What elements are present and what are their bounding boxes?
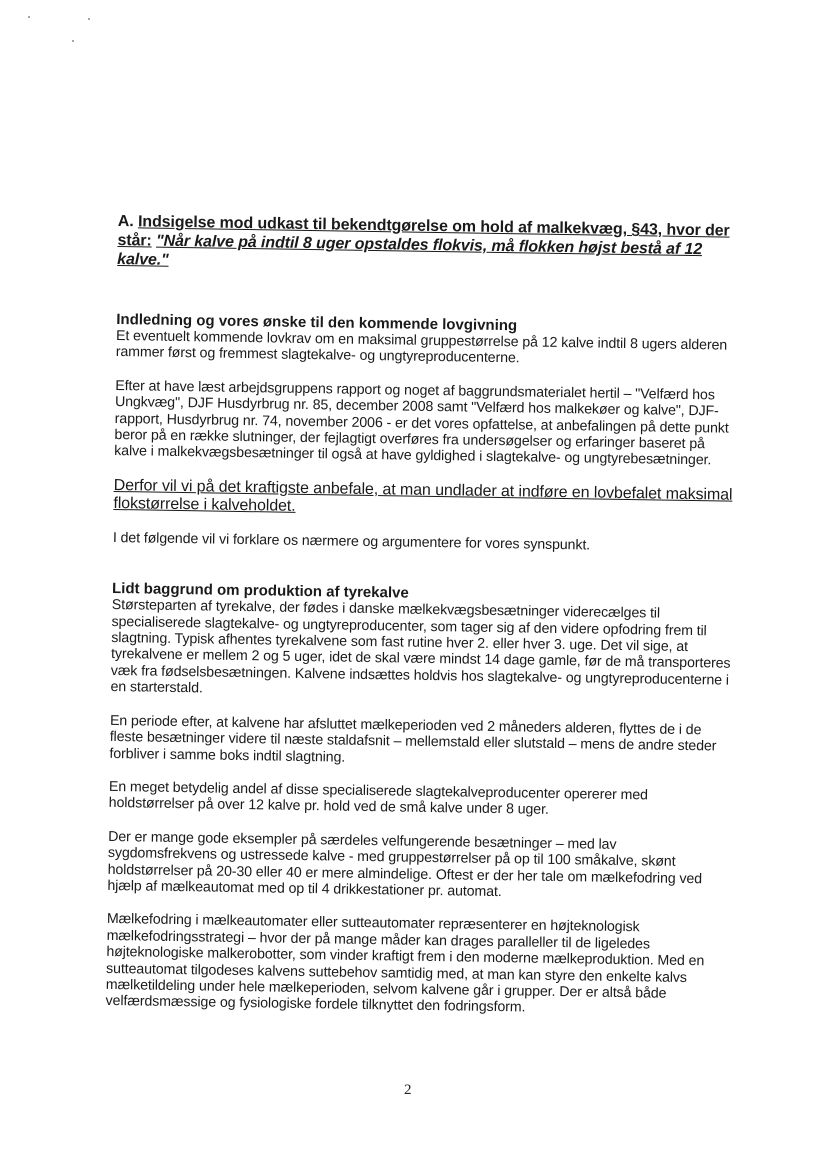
- argument-intro-paragraph: I det følgende vil vi forklare os nærmere og argumentere for vores synspunkt.: [112, 529, 591, 554]
- background-paragraph: Mælkefodring i mælkeautomater eller sutteautomater repræsenterer en højteknologisk mælkefodringsstrategi – hvor der på mange måder kan drages paralleller til de ligeledes højteknologiske malkerobotter, som vinder kraftigt frem i den moderne mælkeproduktion. Med en sutteautomat tilgodeses kalvens suttebehov samtidig med, at man kan styre den enkelte kalvs mælketildeling under hele mælkeperioden, selvom kalvene går i grupper. Der er altså både velfærdsmæssige og fysiologiske fordele tilknyttet den fodringsform.: [105, 911, 705, 1016]
- heading-quote: "Når kalve på indtil 8 uger opstaldes flokvis, må flokken højst bestå af 12 kalve.": [117, 232, 703, 269]
- background-paragraph: En periode efter, at kalvene har afsluttet mælkeperioden ved 2 måneders alderen, flyttes de i de fleste besætninger videre til næste staldafsnit – mellemstald eller slutstald – mens de andre steder forbliver i samme boks indtil slagtning.: [109, 712, 717, 766]
- report-paragraph: Efter at have læst arbejdsgruppens rapport og noget af baggrundsmaterialet hertil – "Velfærd hos Ungkvæg", DJF Husdyrbrug nr. 85, december 2008 samt "Velfærd hos malkekøer og kalve", DJF-rapport, Husdyrbrug nr. 74, november 2006 - er det vores opfattelse, at anbefalingen på dette punkt beror på en række slutninger, der fejlagtigt overføres fra undersøgelser og erfaringer baseret på kalve i malkekvægsbesætninger til også at have gyldighed i slagtekalve- og ungtyrebesætninger.: [114, 377, 729, 469]
- background-paragraph: En meget betydelig andel af disse specialiserede slagtekalveproducenter opererer med holdstørrelser på over 12 kalve pr. hold ved de små kalve under 8 uger.: [108, 778, 648, 819]
- heading-letter: A.: [117, 212, 134, 231]
- section-title-background: Lidt baggrund om produktion af tyrekalve: [111, 580, 409, 602]
- background-paragraph: Der er mange gode eksempler på særdeles velfungerende besætninger – med lav sygdomsfrekvens og ustressede kalve - med gruppestørrelser på op til 100 småkalve, skønt holdstørrelser på 20-30 eller 40 er mere almindelige. Oftest er der her tale om mælkefodring ved hjælp af mælkeautomat med op til 4 drikkestationer pr. automat.: [107, 828, 703, 901]
- section-title-introduction: Indledning og vores ønske til den kommende lovgivning: [116, 310, 518, 335]
- background-paragraph: Størsteparten af tyrekalve, der fødes i danske mælkekvægsbesætninger viderесælges til specialiserede slagtekalve- og ungtyreproducenter, som tager sig af den videre opfodring frem til slagtning. Typisk afhentes tyrekalvene som fast rutine hver 2. eller hver 3. uge. Det vil sige, at tyrekalvene er mellem 2 og 5 uger, idet de skal være mindst 14 dage gamle, før de må transporteres væk fra fødselsbesætningen. Kalvene indsættes holdvis hos slagtekalve- og ungtyreproducenterne i en starterstald.: [110, 597, 731, 697]
- recommendation-paragraph: Derfor vil vi på det kraftigste anbefale, at man undlader at indføre en lovbefalet maksimal flokstørrelse i kalveholdet.: [113, 476, 733, 515]
- objection-heading: [117, 212, 738, 279]
- page-content: [105, 212, 737, 1019]
- heading-underlined-text: Indsigelse mod udkast til bekendtgørelse om hold af malkekvæg, §43, hvor der står:: [117, 213, 730, 250]
- page-number: 2: [404, 1082, 412, 1098]
- intro-paragraph: Et eventuelt kommende lovkrav om en maksimal gruppestørrelse på 12 kalve indtil 8 ugers alderen rammer først og fremmest slagtekalve- og ungtyreproducenterne.: [115, 327, 728, 367]
